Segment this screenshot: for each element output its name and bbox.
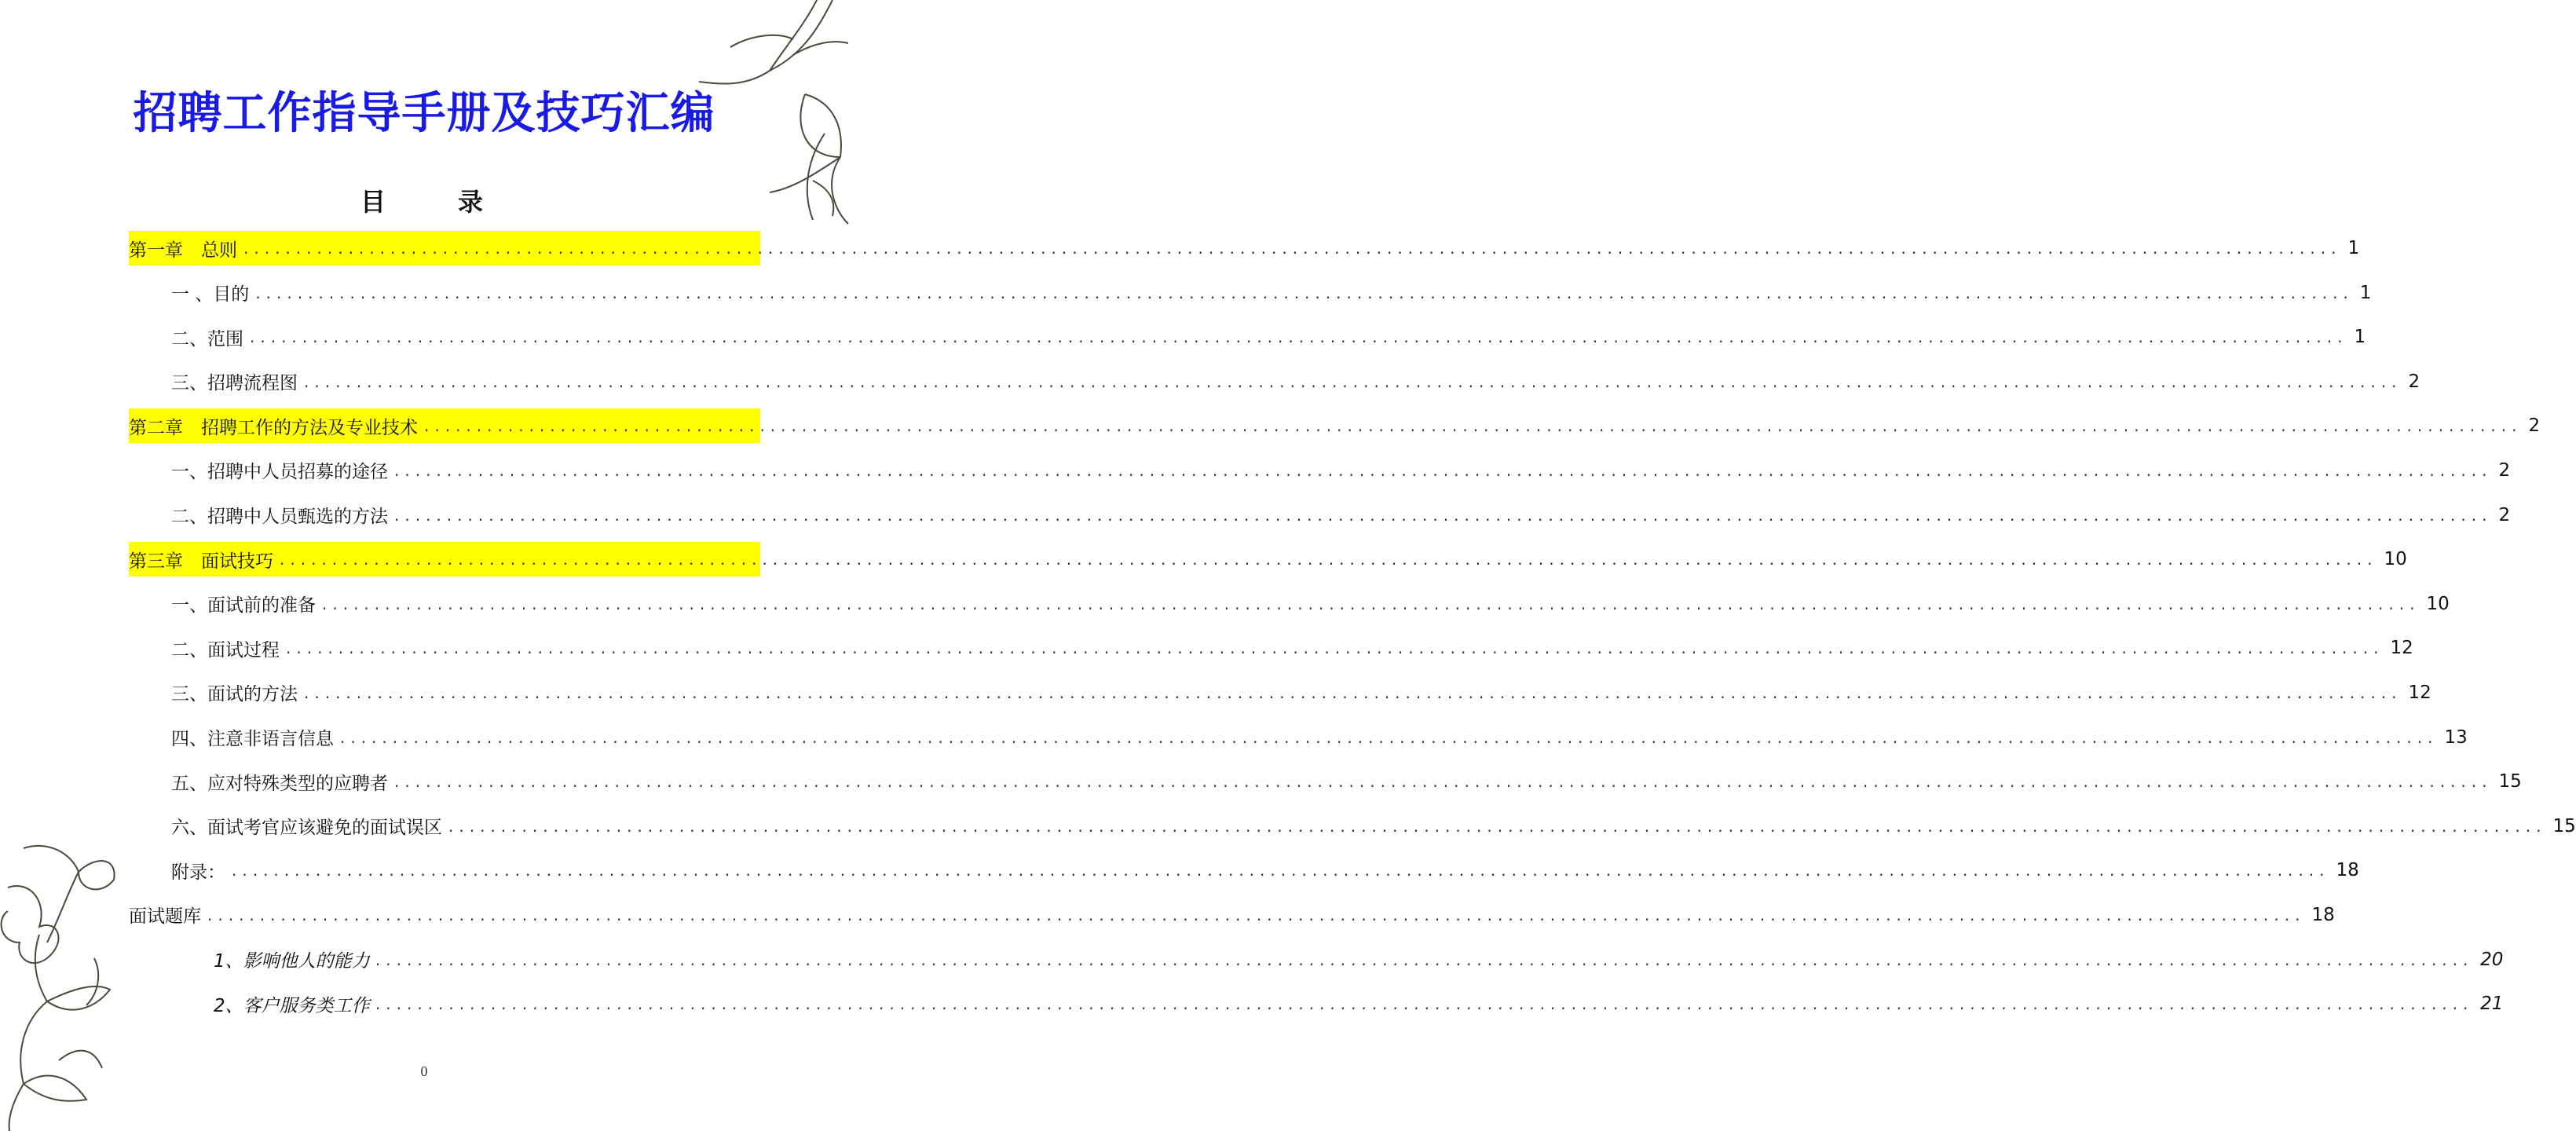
toc-entry[interactable] xyxy=(129,809,2576,844)
table-of-contents xyxy=(129,231,2576,1031)
toc-entry-page: 10 xyxy=(2384,549,2407,570)
toc-dot-leader: ........................................................................................................................................................................................................ xyxy=(286,639,2384,658)
toc-dot-leader: ........................................................................................................................................................................................................ xyxy=(375,994,2475,1014)
toc-dot-leader: ........................................................................................................................................................................................................ xyxy=(207,905,2306,924)
document-title: 招聘工作指导手册及技巧汇编 xyxy=(133,88,715,139)
toc-entry-label: 第一章 总则 xyxy=(129,240,237,261)
toc-dot-leader: ........................................................................................................................................................................................................ xyxy=(250,328,2348,347)
toc-entry[interactable] xyxy=(129,498,2511,533)
toc-entry-page: 2 xyxy=(2498,459,2511,481)
toc-entry-page: 2 xyxy=(2498,504,2511,525)
toc-dot-leader: ........................................................................................................................................................................................................ xyxy=(304,683,2402,702)
toc-dot-leader: ........................................................................................................................................................................................................ xyxy=(243,239,2342,258)
page-number: 0 xyxy=(420,1063,428,1079)
toc-entry-page: 15 xyxy=(2552,815,2576,836)
toc-entry-label: 第三章 面试技巧 xyxy=(129,551,273,572)
toc-entry-page: 2 xyxy=(2528,415,2541,437)
toc-entry-label: 三、招聘流程图 xyxy=(171,373,298,394)
toc-entry[interactable] xyxy=(129,853,2359,888)
toc-entry-label: 六、面试考官应该避免的面试误区 xyxy=(171,818,442,839)
toc-entry-page: 21 xyxy=(2480,994,2504,1015)
toc-chapter-entry[interactable] xyxy=(129,408,2541,443)
toc-entry-page: 12 xyxy=(2390,638,2413,659)
toc-entry-label: 二、面试过程 xyxy=(171,639,280,661)
toc-dot-leader: ........................................................................................................................................................................................................ xyxy=(394,772,2493,792)
toc-entry-label: 五、应对特殊类型的应聘者 xyxy=(171,773,388,794)
toc-entry[interactable] xyxy=(129,764,2522,799)
toc-dot-leader: ........................................................................................................................................................................................................ xyxy=(394,460,2493,480)
toc-dot-leader: ........................................................................................................................................................................................................ xyxy=(340,727,2439,747)
toc-entry[interactable] xyxy=(129,986,2504,1021)
toc-entry-page: 12 xyxy=(2408,682,2431,703)
toc-entry-page: 18 xyxy=(2311,904,2335,925)
toc-entry-label: 二、范围 xyxy=(171,328,243,350)
toc-dot-leader: ........................................................................................................................................................................................................ xyxy=(304,372,2402,391)
toc-entry[interactable] xyxy=(129,320,2366,354)
toc-entry-page: 1 xyxy=(2354,327,2366,348)
toc-entry-label: 面试题库 xyxy=(129,906,201,928)
toc-entry[interactable] xyxy=(129,364,2420,399)
toc-dot-leader: ........................................................................................................................................................................................................ xyxy=(448,816,2547,836)
toc-entry-page: 13 xyxy=(2444,727,2468,748)
toc-entry[interactable] xyxy=(129,942,2504,977)
toc-entry-label: 一、面试前的准备 xyxy=(171,595,316,617)
toc-dot-leader: ........................................................................................................................................................................................................ xyxy=(375,950,2475,969)
toc-entry-page: 1 xyxy=(2359,282,2372,303)
toc-entry-label: 一 、目的 xyxy=(171,284,250,306)
toc-entry[interactable] xyxy=(129,453,2511,488)
toc-chapter-entry[interactable] xyxy=(129,542,2407,576)
toc-entry[interactable] xyxy=(129,587,2450,621)
toc-entry-page: 20 xyxy=(2480,949,2504,970)
toc-dot-leader: ........................................................................................................................................................................................................ xyxy=(322,594,2420,613)
toc-dot-leader: ........................................................................................................................................................................................................ xyxy=(255,283,2354,302)
toc-entry-label: 第二章 招聘工作的方法及专业技术 xyxy=(129,417,418,438)
toc-entry-page: 2 xyxy=(2408,371,2420,392)
toc-entry-label: 三、面试的方法 xyxy=(171,684,298,705)
toc-entry[interactable] xyxy=(129,675,2431,710)
toc-entry-label: 二、招聘中人员甄选的方法 xyxy=(171,507,388,528)
toc-entry-label: 四、注意非语言信息 xyxy=(171,729,334,750)
toc-dot-leader: ........................................................................................................................................................................................................ xyxy=(232,861,2330,880)
toc-entry-page: 10 xyxy=(2426,593,2450,614)
toc-entry-label: 2、客户服务类工作 xyxy=(214,995,370,1016)
toc-entry-page: 1 xyxy=(2347,238,2360,258)
toc-entry[interactable] xyxy=(129,898,2335,932)
toc-dot-leader: ........................................................................................................................................................................................................ xyxy=(424,416,2523,436)
toc-dot-leader: ........................................................................................................................................................................................................ xyxy=(280,550,2378,569)
toc-entry-label: 一、招聘中人员招募的途径 xyxy=(171,462,388,483)
toc-dot-leader: ........................................................................................................................................................................................................ xyxy=(394,505,2493,525)
toc-chapter-entry[interactable] xyxy=(129,231,2360,265)
toc-heading: 目 录 xyxy=(360,187,507,217)
toc-entry-page: 18 xyxy=(2336,860,2359,881)
toc-entry[interactable] xyxy=(129,720,2468,755)
toc-entry-label: 1、影响他人的能力 xyxy=(214,951,370,972)
toc-entry[interactable] xyxy=(129,631,2413,665)
toc-entry-page: 15 xyxy=(2498,771,2522,792)
toc-entry[interactable] xyxy=(129,276,2372,310)
toc-entry-label: 附录： xyxy=(171,862,225,883)
